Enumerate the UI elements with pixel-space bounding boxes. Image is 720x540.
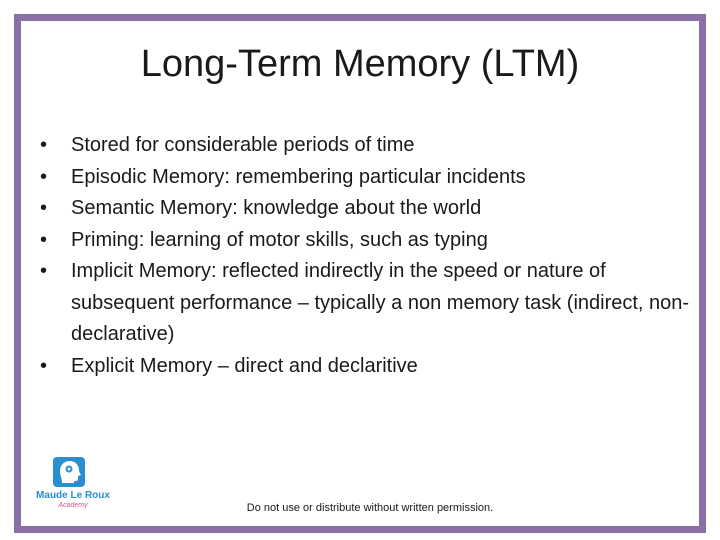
bullet-list	[40, 130, 690, 382]
bullet-item	[40, 162, 690, 194]
logo-subtitle: Academy	[58, 502, 88, 509]
bullet-item	[40, 193, 690, 225]
bullet-text: Episodic Memory: remembering particular incidents	[71, 165, 526, 188]
bullet-text: Explicit Memory – direct and declaritive	[71, 354, 418, 377]
head-silhouette-icon	[52, 456, 86, 488]
bullet-marker: •	[40, 260, 48, 282]
bullet-marker: •	[40, 134, 48, 156]
bullet-marker: •	[40, 197, 48, 219]
logo-name: Maude Le Roux	[36, 490, 110, 501]
slide-title: Long-Term Memory (LTM)	[140, 43, 580, 85]
bullet-text: Priming: learning of motor skills, such as typing	[71, 228, 488, 251]
bullet-item	[40, 225, 690, 257]
bullet-item	[40, 256, 690, 351]
bullet-text: Semantic Memory: knowledge about the world	[71, 197, 482, 219]
academy-logo	[30, 456, 120, 516]
bullet-item	[40, 351, 690, 383]
bullet-item	[40, 130, 690, 162]
bullet-marker: •	[40, 354, 48, 377]
bullet-marker: •	[40, 228, 48, 251]
bullet-text: Stored for considerable periods of time	[71, 134, 415, 156]
bullet-marker: •	[40, 165, 48, 188]
bullet-text: Implicit Memory: reflected indirectly in the speed or nature of subsequent performance – typically a non memory task (indirect, non-declarative)	[71, 260, 690, 345]
footer-notice: Do not use or distribute without written permission.	[246, 502, 494, 514]
